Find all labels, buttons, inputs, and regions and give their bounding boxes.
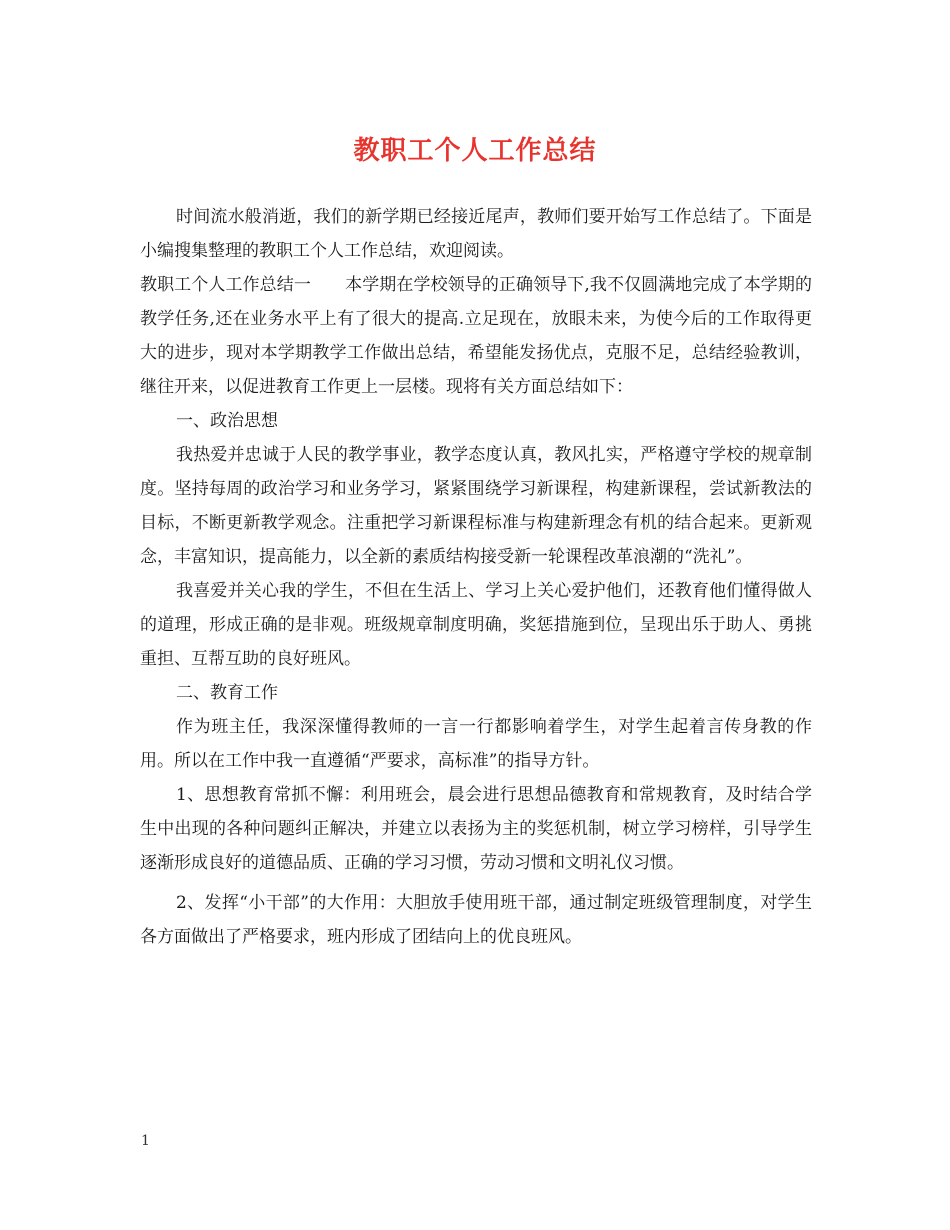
paragraph-education-1: 作为班主任，我深深懂得教师的一言一行都影响着学生，对学生起着言传身教的作用。所以在工作中我一直遵循“严要求，高标准”的指导方针。 — [140, 717, 812, 771]
document-body — [140, 200, 812, 954]
paragraph-education-3: 2、发挥“小干部”的大作用：大胆放手使用班干部，通过制定班级管理制度，对学生各方面做出了严格要求，班内形成了团结向上的优良班风。 — [140, 893, 812, 947]
paragraph-political-2: 我喜爱并关心我的学生，不但在生活上、学习上关心爱护他们，还教育他们懂得做人的道理，形成正确的是非观。班级规章制度明确，奖惩措施到位，呈现出乐于助人、勇挑重担、互帮互助的良好班风。 — [140, 581, 812, 669]
section-heading-education: 二、教育工作 — [176, 683, 278, 703]
paragraph-political-1: 我热爱并忠诚于人民的教学事业，教学态度认真，教风扎实，严格遵守学校的规章制度。坚持每周的政治学习和业务学习，紧紧围绕学习新课程，构建新课程，尝试新教法的目标，不断更新教学观念。注重把学习新课程标准与构建新理念有机的结合起来。更新观念，丰富知识，提高能力，以全新的素质结构接受新一轮课程改革浪潮的“洗礼”。 — [140, 445, 812, 567]
paragraph-education-2: 1、思想教育常抓不懈：利用班会，晨会进行思想品德教育和常规教育，及时结合学生中出现的各种问题纠正解决，并建立以表扬为主的奖惩机制，树立学习榜样，引导学生逐渐形成良好的道德品质、正确的学习习惯，劳动习惯和文明礼仪习惯。 — [140, 785, 812, 873]
paragraph-intro: 时间流水般消逝，我们的新学期已经接近尾声，教师们要开始写工作总结了。下面是小编搜集整理的教职工个人工作总结，欢迎阅读。 — [140, 207, 812, 261]
paragraph-summary-one: 教职工个人工作总结一 本学期在学校领导的正确领导下,我不仅圆满地完成了本学期的教学任务,还在业务水平上有了很大的提高.立足现在，放眼未来，为使今后的工作取得更大的进步，现对本学期教学工作做出总结，希望能发扬优点，克服不足，总结经验教训，继往开来，以促进教育工作更上一层楼。现将有关方面总结如下： — [140, 275, 812, 397]
page-number: 1 — [141, 1133, 150, 1149]
section-heading-political: 一、政治思想 — [176, 411, 278, 431]
document-title: 教职工个人工作总结 — [353, 136, 597, 166]
